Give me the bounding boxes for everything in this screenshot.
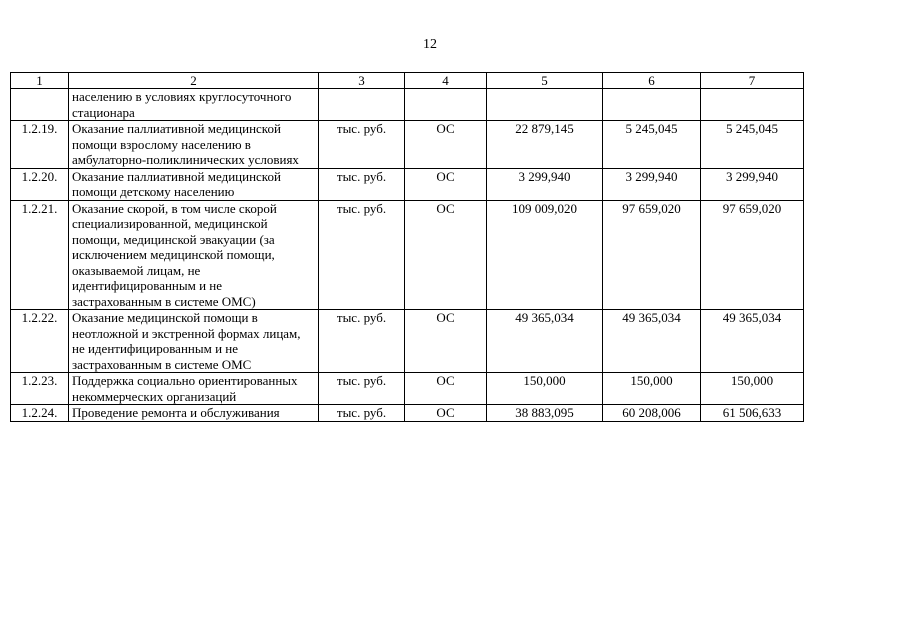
row-source bbox=[405, 89, 487, 121]
row-source: ОС bbox=[405, 200, 487, 310]
row-source: ОС bbox=[405, 121, 487, 169]
column-number-row bbox=[11, 73, 804, 89]
row-name: Проведение ремонта и обслуживания bbox=[69, 405, 319, 422]
row-source: ОС bbox=[405, 405, 487, 422]
row-unit: тыс. руб. bbox=[319, 405, 405, 422]
table-row bbox=[11, 373, 804, 405]
row-unit: тыс. руб. bbox=[319, 168, 405, 200]
row-value-6: 150,000 bbox=[603, 373, 701, 405]
row-value-7: 49 365,034 bbox=[701, 310, 804, 373]
row-name: Поддержка социально ориентированных некоммерческих организаций bbox=[69, 373, 319, 405]
budget-table bbox=[10, 72, 804, 422]
row-source: ОС bbox=[405, 373, 487, 405]
column-header: 6 bbox=[603, 73, 701, 89]
row-unit bbox=[319, 89, 405, 121]
row-value-6: 97 659,020 bbox=[603, 200, 701, 310]
row-number bbox=[11, 89, 69, 121]
row-value-7: 61 506,633 bbox=[701, 405, 804, 422]
row-value-6: 3 299,940 bbox=[603, 168, 701, 200]
row-source: ОС bbox=[405, 168, 487, 200]
column-header: 7 bbox=[701, 73, 804, 89]
row-name: Оказание паллиативной медицинской помощи детскому населению bbox=[69, 168, 319, 200]
column-header: 1 bbox=[11, 73, 69, 89]
column-header: 5 bbox=[487, 73, 603, 89]
row-name: Оказание паллиативной медицинской помощи взрослому населению в амбулаторно-поликлинических условиях bbox=[69, 121, 319, 169]
row-number: 1.2.23. bbox=[11, 373, 69, 405]
row-value-5: 49 365,034 bbox=[487, 310, 603, 373]
column-header: 3 bbox=[319, 73, 405, 89]
row-value-6: 5 245,045 bbox=[603, 121, 701, 169]
row-number: 1.2.19. bbox=[11, 121, 69, 169]
row-value-6: 60 208,006 bbox=[603, 405, 701, 422]
row-unit: тыс. руб. bbox=[319, 121, 405, 169]
row-unit: тыс. руб. bbox=[319, 310, 405, 373]
row-source: ОС bbox=[405, 310, 487, 373]
row-number: 1.2.20. bbox=[11, 168, 69, 200]
table-row bbox=[11, 168, 804, 200]
row-value-5 bbox=[487, 89, 603, 121]
row-value-6 bbox=[603, 89, 701, 121]
table-row bbox=[11, 405, 804, 422]
row-value-5: 3 299,940 bbox=[487, 168, 603, 200]
table-row bbox=[11, 200, 804, 310]
table-row bbox=[11, 89, 804, 121]
page-number: 12 bbox=[423, 37, 437, 52]
row-number: 1.2.22. bbox=[11, 310, 69, 373]
row-value-7: 5 245,045 bbox=[701, 121, 804, 169]
row-name: населению в условиях круглосуточного стационара bbox=[69, 89, 319, 121]
row-value-7 bbox=[701, 89, 804, 121]
table-row bbox=[11, 310, 804, 373]
row-value-7: 150,000 bbox=[701, 373, 804, 405]
column-header: 2 bbox=[69, 73, 319, 89]
row-value-7: 3 299,940 bbox=[701, 168, 804, 200]
row-value-5: 109 009,020 bbox=[487, 200, 603, 310]
row-number: 1.2.21. bbox=[11, 200, 69, 310]
column-header: 4 bbox=[405, 73, 487, 89]
row-number: 1.2.24. bbox=[11, 405, 69, 422]
table-row bbox=[11, 121, 804, 169]
row-unit: тыс. руб. bbox=[319, 200, 405, 310]
row-name: Оказание медицинской помощи в неотложной и экстренной формах лицам, не идентифицированным и не застрахованным в системе ОМС bbox=[69, 310, 319, 373]
row-value-6: 49 365,034 bbox=[603, 310, 701, 373]
row-value-7: 97 659,020 bbox=[701, 200, 804, 310]
row-value-5: 22 879,145 bbox=[487, 121, 603, 169]
row-value-5: 38 883,095 bbox=[487, 405, 603, 422]
row-value-5: 150,000 bbox=[487, 373, 603, 405]
row-name: Оказание скорой, в том числе скорой специализированной, медицинской помощи, медицинской эвакуации (за исключением медицинской помощи, оказываемой лицам, не идентифицированным и не застрахованным в системе ОМС) bbox=[69, 200, 319, 310]
row-unit: тыс. руб. bbox=[319, 373, 405, 405]
